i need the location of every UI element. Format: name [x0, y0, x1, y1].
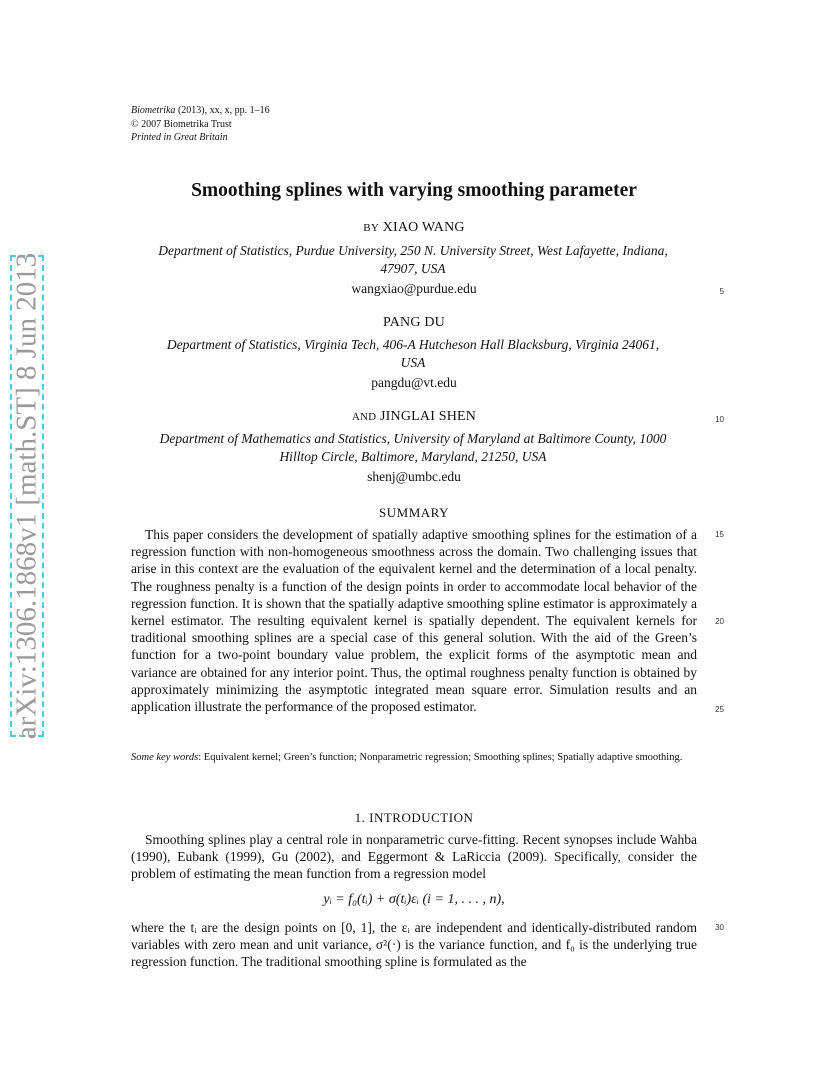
affiliation-line: Department of Statistics, Purdue University, 250 N. University Street, West Lafayette, Indiana, — [158, 243, 668, 258]
author-prefix: BY — [363, 222, 379, 234]
author-3-affiliation — [130, 430, 696, 466]
affiliation-line: Hilltop Circle, Baltimore, Maryland, 21250, USA — [279, 449, 547, 464]
copyright-line: © 2007 Biometrika Trust — [131, 118, 232, 130]
author-1 — [0, 220, 828, 236]
author-2-affiliation — [130, 336, 696, 372]
author-2 — [0, 315, 828, 331]
intro-paragraph-1: Smoothing splines play a central role in nonparametric curve-fitting. Recent synopses include Wahba (1990), Eubank (1999), Gu (2002), and Eggermont & LaRiccia (2009). Specifically, consider the problem of estimating the mean function from a regression model — [131, 832, 697, 882]
author-3-email[interactable]: shenj@umbc.edu — [367, 469, 461, 484]
summary-heading: SUMMARY — [379, 505, 449, 520]
author-prefix: AND — [351, 411, 377, 423]
arxiv-stamp-text: arXiv:1306.1868v1 [math.ST] 8 Jun 2013 — [10, 252, 43, 740]
line-number: 30 — [715, 923, 724, 932]
summary-paragraph: This paper considers the development of spatially adaptive smoothing splines for the estimation of a regression function with non-homogeneous smoothness across the domain. Two challenging issues that arise in this context are the evaluation of the equivalent kernel and the determination of a local penalty. The roughness penalty is a function of the design points in order to accommodate local behavior of the regression function. It is shown that the spatially adaptive smoothing spline estimator is approximately a kernel estimator. The resulting equivalent kernel is spatially dependent. The equivalent kernels for traditional smoothing splines are a special case of this general solution. With the aid of the Green’s function for a two-point boundary value problem, the explicit forms of the asymptotic mean and variance are obtained for any interior point. Thus, the optimal roughness penalty function is obtained by approximately minimizing the asymptotic integrated mean square error. Simulation results and an application illustrate the performance of the proposed estimator. — [131, 527, 697, 715]
author-2-email[interactable]: pangdu@vt.edu — [371, 375, 457, 390]
author-name: JINGLAI SHEN — [380, 409, 477, 424]
line-number: 25 — [715, 705, 724, 714]
line-number: 5 — [719, 287, 724, 296]
affiliation-line: Department of Statistics, Virginia Tech, 406-A Hutcheson Hall Blacksburg, Virginia 24061, — [166, 337, 660, 352]
intro-paragraph-2: where the tᵢ are the design points on [0, 1], the εᵢ are independent and identically-distributed random variables with zero mean and unit variance, σ²(·) is the variance function, and f₀ is the underlying true regression function. The traditional smoothing spline is formulated as the — [131, 920, 697, 970]
keywords-list: : Equivalent kernel; Green’s function; Nonparametric regression; Smoothing splines; Spatially adaptive smoothing. — [198, 752, 683, 763]
line-number: 10 — [715, 415, 724, 424]
regression-equation: yᵢ = f₀(tᵢ) + σ(tᵢ)εᵢ (i = 1, . . . , n), — [323, 892, 505, 907]
author-1-affiliation — [130, 242, 696, 278]
author-name: XIAO WANG — [382, 220, 465, 235]
line-number: 15 — [715, 530, 724, 539]
journal-header — [131, 104, 270, 145]
keywords — [131, 751, 697, 765]
section-heading: 1. INTRODUCTION — [354, 810, 474, 825]
affiliation-line: USA — [400, 355, 426, 370]
affiliation-line: Department of Mathematics and Statistics, University of Maryland at Baltimore County, 1000 — [159, 431, 667, 446]
paper-title: Smoothing splines with varying smoothing parameter — [191, 180, 637, 201]
keywords-label: Some key words — [131, 752, 199, 763]
journal-name: Biometrika — [131, 105, 176, 116]
printed-line: Printed in Great Britain — [131, 132, 228, 143]
journal-volume: (2013), xx, x, pp. 1–16 — [175, 105, 270, 116]
affiliation-line: 47907, USA — [380, 261, 446, 276]
author-name: PANG DU — [383, 315, 445, 330]
line-number: 20 — [715, 617, 724, 626]
journal-citation — [131, 104, 270, 118]
author-1-email[interactable]: wangxiao@purdue.edu — [351, 281, 477, 296]
